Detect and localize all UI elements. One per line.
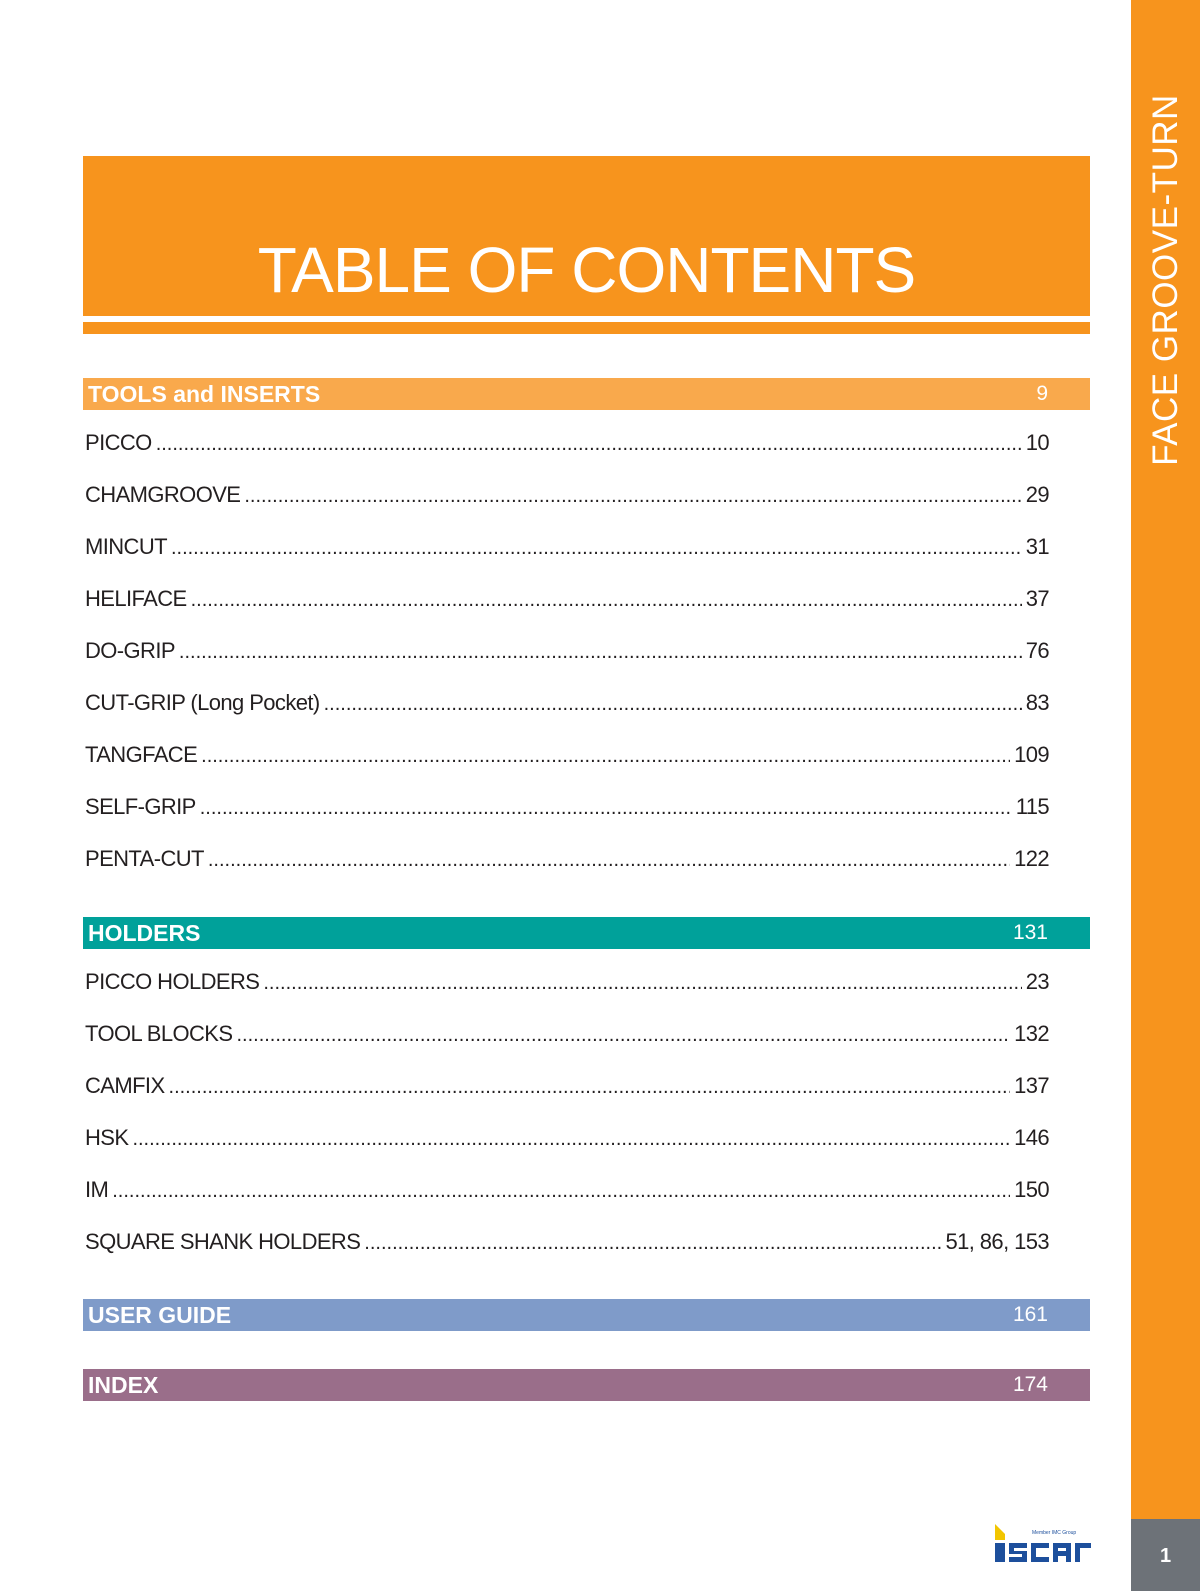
page-number: 1 — [1159, 1545, 1172, 1567]
toc-entry-penta-cut[interactable] — [85, 846, 1049, 874]
dot-leader — [169, 1076, 1011, 1099]
entry-page: 31 — [1025, 534, 1049, 559]
entry-label: PENTA-CUT — [85, 846, 204, 871]
toc-entry-do-grip[interactable] — [85, 638, 1049, 666]
entry-page: 83 — [1025, 690, 1049, 715]
entry-label: TOOL BLOCKS — [85, 1021, 233, 1046]
toc-entry-picco[interactable] — [85, 430, 1049, 458]
toc-entry-tool-blocks[interactable] — [85, 1021, 1049, 1049]
entry-label: MINCUT — [85, 534, 167, 559]
entry-label: PICCO — [85, 430, 152, 455]
entry-label: CUT-GRIP (Long Pocket) — [85, 690, 320, 715]
dot-leader — [208, 849, 1010, 872]
entry-label: HELIFACE — [85, 586, 187, 611]
section-page: 161 — [1012, 1303, 1048, 1326]
dot-leader — [236, 1024, 1010, 1047]
entry-label: SQUARE SHANK HOLDERS — [85, 1229, 361, 1254]
toc-entry-hsk[interactable] — [85, 1125, 1049, 1153]
dot-leader — [364, 1232, 941, 1255]
section-title: INDEX — [88, 1372, 159, 1398]
entry-label: SELF-GRIP — [85, 794, 196, 819]
entry-label: DO-GRIP — [85, 638, 175, 663]
toc-entry-heliface[interactable] — [85, 586, 1049, 614]
section-bar-index[interactable] — [83, 1369, 1090, 1401]
entry-page: 23 — [1025, 969, 1049, 994]
entry-label: CAMFIX — [85, 1073, 165, 1098]
toc-entry-square-shank-holders[interactable] — [85, 1229, 1049, 1257]
dot-leader — [179, 641, 1022, 664]
entry-label: TANGFACE — [85, 742, 198, 767]
section-bar-holders[interactable] — [83, 917, 1090, 949]
dot-leader — [200, 797, 1012, 820]
entry-page: 137 — [1014, 1073, 1049, 1098]
iscar-logo — [995, 1524, 1091, 1564]
entry-label: PICCO HOLDERS — [85, 969, 260, 994]
entry-page: 109 — [1014, 742, 1049, 767]
entry-page: 51, 86, 153 — [945, 1229, 1049, 1254]
title-rule — [83, 322, 1090, 334]
entry-label: CHAMGROOVE — [85, 482, 241, 507]
section-title: TOOLS and INSERTS — [88, 381, 321, 407]
toc-entry-mincut[interactable] — [85, 534, 1049, 562]
section-page: 9 — [1036, 382, 1048, 405]
entry-page: 10 — [1025, 430, 1049, 455]
entry-label: IM — [85, 1177, 109, 1202]
side-tab-label: FACE GROOVE-TURN — [1146, 94, 1185, 466]
section-title: HOLDERS — [88, 920, 201, 946]
entry-page: 115 — [1015, 794, 1049, 819]
dot-leader — [171, 537, 1022, 560]
entry-page: 132 — [1014, 1021, 1049, 1046]
section-bar-user-guide[interactable] — [83, 1299, 1090, 1331]
toc-entry-cut-grip[interactable] — [85, 690, 1049, 718]
dot-leader — [191, 589, 1022, 612]
dot-leader — [112, 1180, 1010, 1203]
toc-entry-chamgroove[interactable] — [85, 482, 1049, 510]
entry-page: 122 — [1014, 846, 1049, 871]
entry-label: HSK — [85, 1125, 129, 1150]
toc-entry-picco-holders[interactable] — [85, 969, 1049, 997]
section-title: USER GUIDE — [88, 1302, 232, 1328]
section-page: 131 — [1012, 921, 1048, 944]
entry-page: 37 — [1025, 586, 1049, 611]
toc-entry-im[interactable] — [85, 1177, 1049, 1205]
toc-entry-camfix[interactable] — [85, 1073, 1049, 1101]
entry-page: 150 — [1014, 1177, 1049, 1202]
dot-leader — [324, 693, 1022, 716]
entry-page: 29 — [1025, 482, 1049, 507]
dot-leader — [132, 1128, 1010, 1151]
entry-page: 76 — [1025, 638, 1049, 663]
title-banner — [83, 156, 1090, 316]
dot-leader — [244, 485, 1021, 508]
logo-tagline: Member IMC Group — [1032, 1530, 1077, 1536]
toc-entry-tangface[interactable] — [85, 742, 1049, 770]
toc-entry-self-grip[interactable] — [85, 794, 1049, 822]
section-bar-tools-and-inserts[interactable] — [83, 378, 1090, 410]
dot-leader — [156, 433, 1022, 456]
dot-leader — [263, 972, 1021, 995]
page-number-box — [1131, 1519, 1200, 1591]
page-title: TABLE OF CONTENTS — [257, 234, 916, 306]
section-page: 174 — [1012, 1373, 1048, 1396]
entry-page: 146 — [1014, 1125, 1049, 1150]
dot-leader — [201, 745, 1010, 768]
